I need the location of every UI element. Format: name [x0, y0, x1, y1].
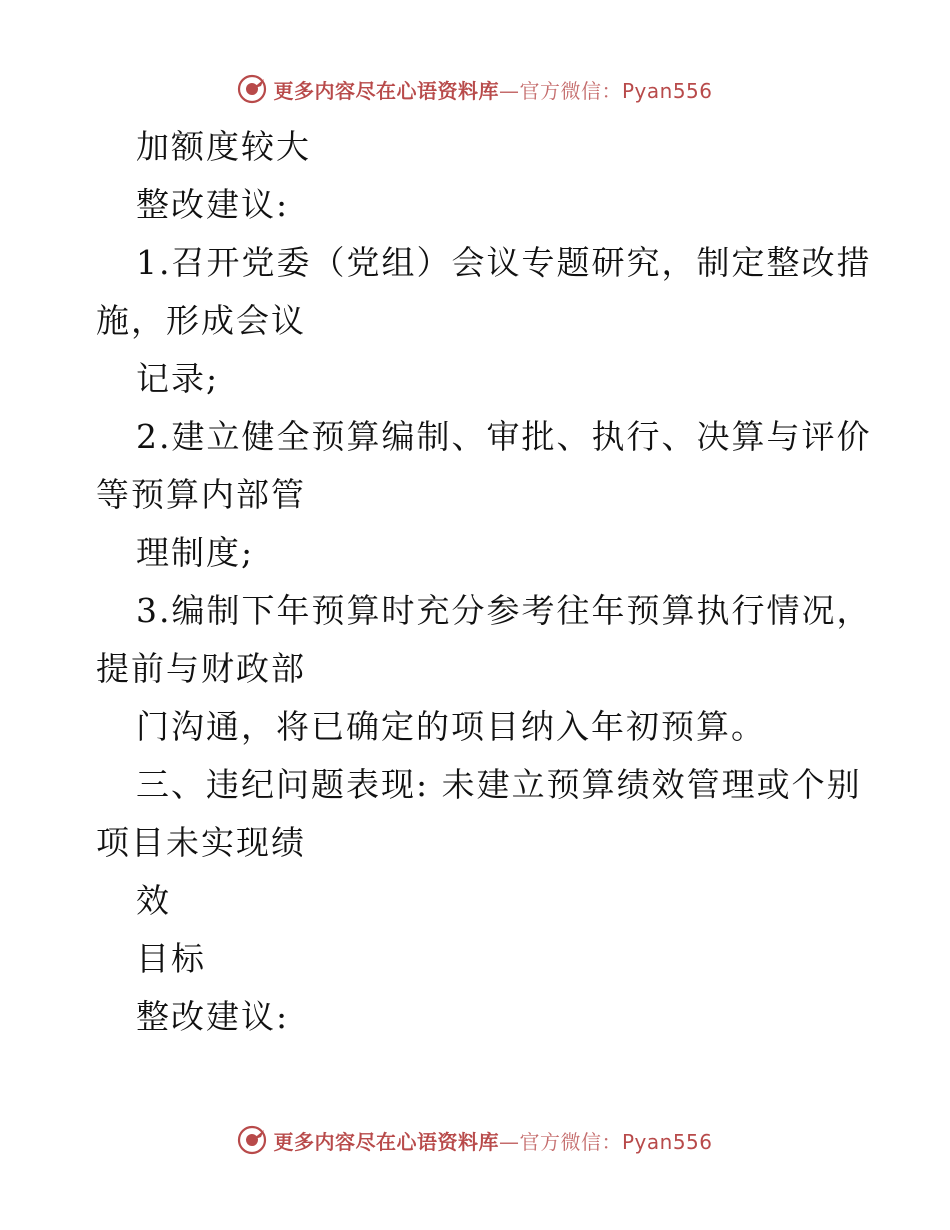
footer-watermark — [0, 1123, 950, 1157]
body-line: 等预算内部管 — [96, 475, 306, 514]
body-line: 三、违纪问题表现: 未建立预算绩效管理或个别 — [136, 765, 862, 804]
body-line: 3.编制下年预算时充分参考往年预算执行情况， — [136, 591, 872, 630]
body-line: 理制度; — [136, 533, 255, 572]
watermark-id-text: Pyan556 — [621, 78, 713, 103]
logo-icon — [237, 74, 267, 104]
watermark-sub-text: —官方微信： — [498, 1129, 622, 1154]
body-line: 整改建议: — [136, 185, 290, 224]
document-body — [96, 118, 872, 1046]
header-watermark — [0, 72, 950, 106]
watermark-id-text: Pyan556 — [621, 1129, 713, 1154]
body-line: 提前与财政部 — [96, 649, 306, 688]
watermark-sub-text: —官方微信： — [498, 78, 622, 103]
body-line: 记录; — [136, 359, 220, 398]
body-line: 门沟通，将已确定的项目纳入年初预算。 — [136, 707, 766, 746]
body-line: 1.召开党委（党组）会议专题研究，制定整改措 — [136, 243, 872, 282]
body-line: 项目未实现绩 — [96, 823, 306, 862]
body-line: 整改建议: — [136, 997, 290, 1036]
watermark-main-text: 更多内容尽在心语资料库 — [273, 78, 499, 103]
body-line: 加额度较大 — [136, 127, 311, 166]
body-line: 效 — [136, 881, 171, 920]
body-line: 2.建立健全预算编制、审批、执行、决算与评价 — [136, 417, 872, 456]
body-line: 目标 — [136, 939, 206, 978]
watermark-main-text: 更多内容尽在心语资料库 — [273, 1129, 499, 1154]
body-line: 施，形成会议 — [96, 301, 306, 340]
logo-icon — [237, 1125, 267, 1155]
